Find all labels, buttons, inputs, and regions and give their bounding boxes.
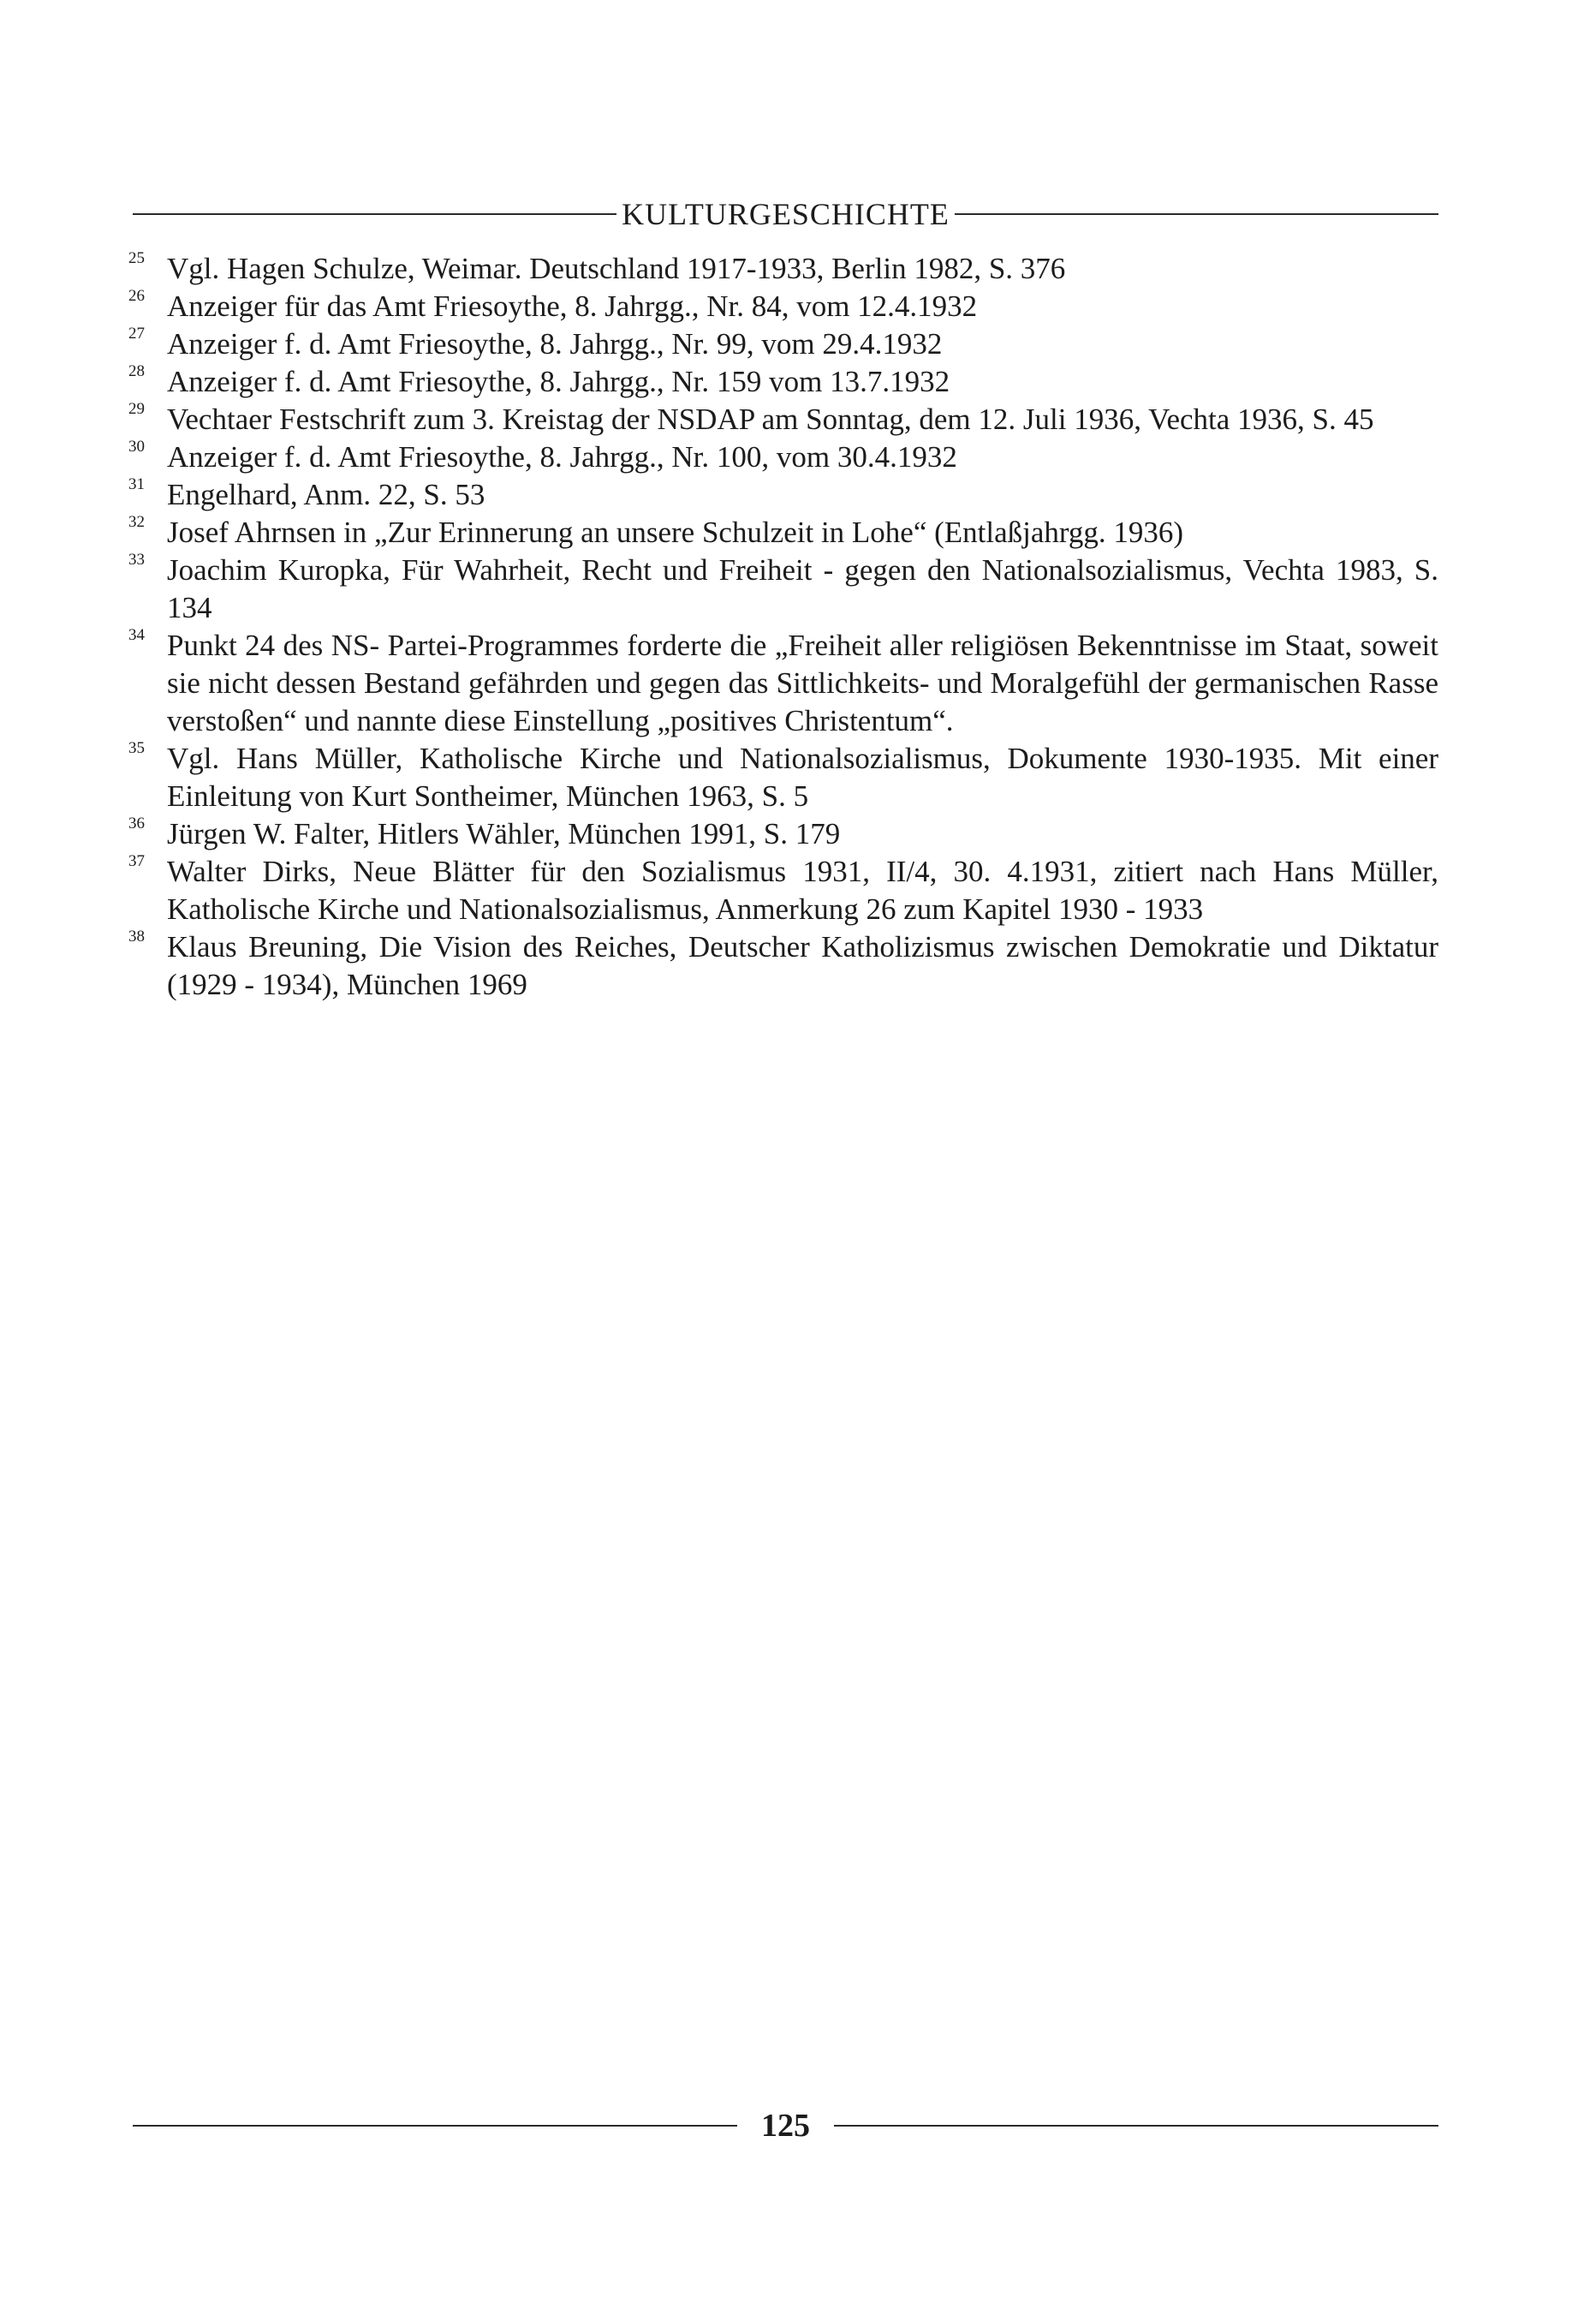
footnote-text: Walter Dirks, Neue Blätter für den Sozialismus 1931, II/4, 30. 4.1931, zitiert nach Hans Müller, Katholische Kirche und Nationalsozialismus, Anmerkung 26 zum Kapitel 1930 - 1933 (167, 855, 1438, 926)
footnote-number: 32 (128, 513, 145, 531)
footnote-number: 33 (128, 551, 145, 569)
footnote (128, 401, 1438, 439)
footnote (128, 928, 1438, 1004)
footnote-text: Vgl. Hans Müller, Katholische Kirche und Nationalsozialismus, Dokumente 1930-1935. Mit einer Einleitung von Kurt Sontheimer, München 1963, S. 5 (167, 742, 1438, 813)
page-footer (133, 2100, 1438, 2151)
footnote-number: 36 (128, 814, 145, 832)
footnote (128, 288, 1438, 325)
footnote-text: Josef Ahrnsen in „Zur Erinnerung an unsere Schulzeit in Lohe“ (Entlaßjahrgg. 1936) (167, 516, 1184, 549)
running-head (133, 188, 1438, 240)
footnote-number: 27 (128, 325, 145, 343)
footnote-number: 30 (128, 438, 145, 456)
footnote (128, 514, 1438, 552)
footnote-number: 28 (128, 362, 145, 380)
footnote (128, 476, 1438, 514)
footnote-number: 31 (128, 475, 145, 493)
footnote-text: Anzeiger f. d. Amt Friesoythe, 8. Jahrgg., Nr. 159 vom 13.7.1932 (167, 365, 950, 398)
footnote-text: Anzeiger f. d. Amt Friesoythe, 8. Jahrgg., Nr. 100, vom 30.4.1932 (167, 440, 957, 474)
footnote-number: 38 (128, 928, 145, 946)
footnote-text: Anzeiger für das Amt Friesoythe, 8. Jahrgg., Nr. 84, vom 12.4.1932 (167, 289, 978, 323)
footnote-text: Vechtaer Festschrift zum 3. Kreistag der NSDAP am Sonntag, dem 12. Juli 1936, Vechta 1936, S. 45 (167, 403, 1374, 436)
footnote-text: Joachim Kuropka, Für Wahrheit, Recht und Freiheit - gegen den Nationalsozialismus, Vechta 1983, S. 134 (167, 553, 1438, 624)
footnote-number: 35 (128, 739, 145, 757)
footnote (128, 363, 1438, 401)
footer-rule-right (834, 2125, 1438, 2127)
footnote-text: Klaus Breuning, Die Vision des Reiches, Deutscher Katholizismus zwischen Demokratie und Diktatur (1929 - 1934), München 1969 (167, 930, 1438, 1001)
footnote (128, 853, 1438, 928)
page-number: 125 (761, 2108, 810, 2144)
footer-rule-left (133, 2125, 737, 2127)
footnote (128, 439, 1438, 476)
footnote-text: Punkt 24 des NS- Partei-Programmes forderte die „Freiheit aller religiösen Bekenntnisse im Staat, soweit sie nicht dessen Bestand gefährden und gegen das Sittlichkeits- und Moralgefühl der germanischen Rasse verstoßen“ und nannte diese Einstellung „positives Christentum“. (167, 629, 1438, 737)
footnote (128, 250, 1438, 288)
running-head-rule-left (133, 213, 616, 215)
footnote-text: Vgl. Hagen Schulze, Weimar. Deutschland 1917-1933, Berlin 1982, S. 376 (167, 252, 1066, 285)
footnote-number: 29 (128, 400, 145, 418)
footnote-text: Engelhard, Anm. 22, S. 53 (167, 478, 485, 511)
running-head-rule-right (955, 213, 1438, 215)
footnote-number: 25 (128, 249, 145, 267)
footnote-text: Jürgen W. Falter, Hitlers Wähler, München 1991, S. 179 (167, 817, 841, 850)
footnote (128, 552, 1438, 627)
footnote-number: 26 (128, 287, 145, 305)
footnote (128, 740, 1438, 815)
footnote-number: 34 (128, 626, 145, 644)
footnote (128, 325, 1438, 363)
footnote-list (128, 250, 1438, 1004)
running-head-title: KULTURGESCHICHTE (622, 197, 950, 231)
footnote (128, 815, 1438, 853)
footnote (128, 627, 1438, 740)
footnote-text: Anzeiger f. d. Amt Friesoythe, 8. Jahrgg., Nr. 99, vom 29.4.1932 (167, 327, 943, 361)
footnote-number: 37 (128, 852, 145, 870)
